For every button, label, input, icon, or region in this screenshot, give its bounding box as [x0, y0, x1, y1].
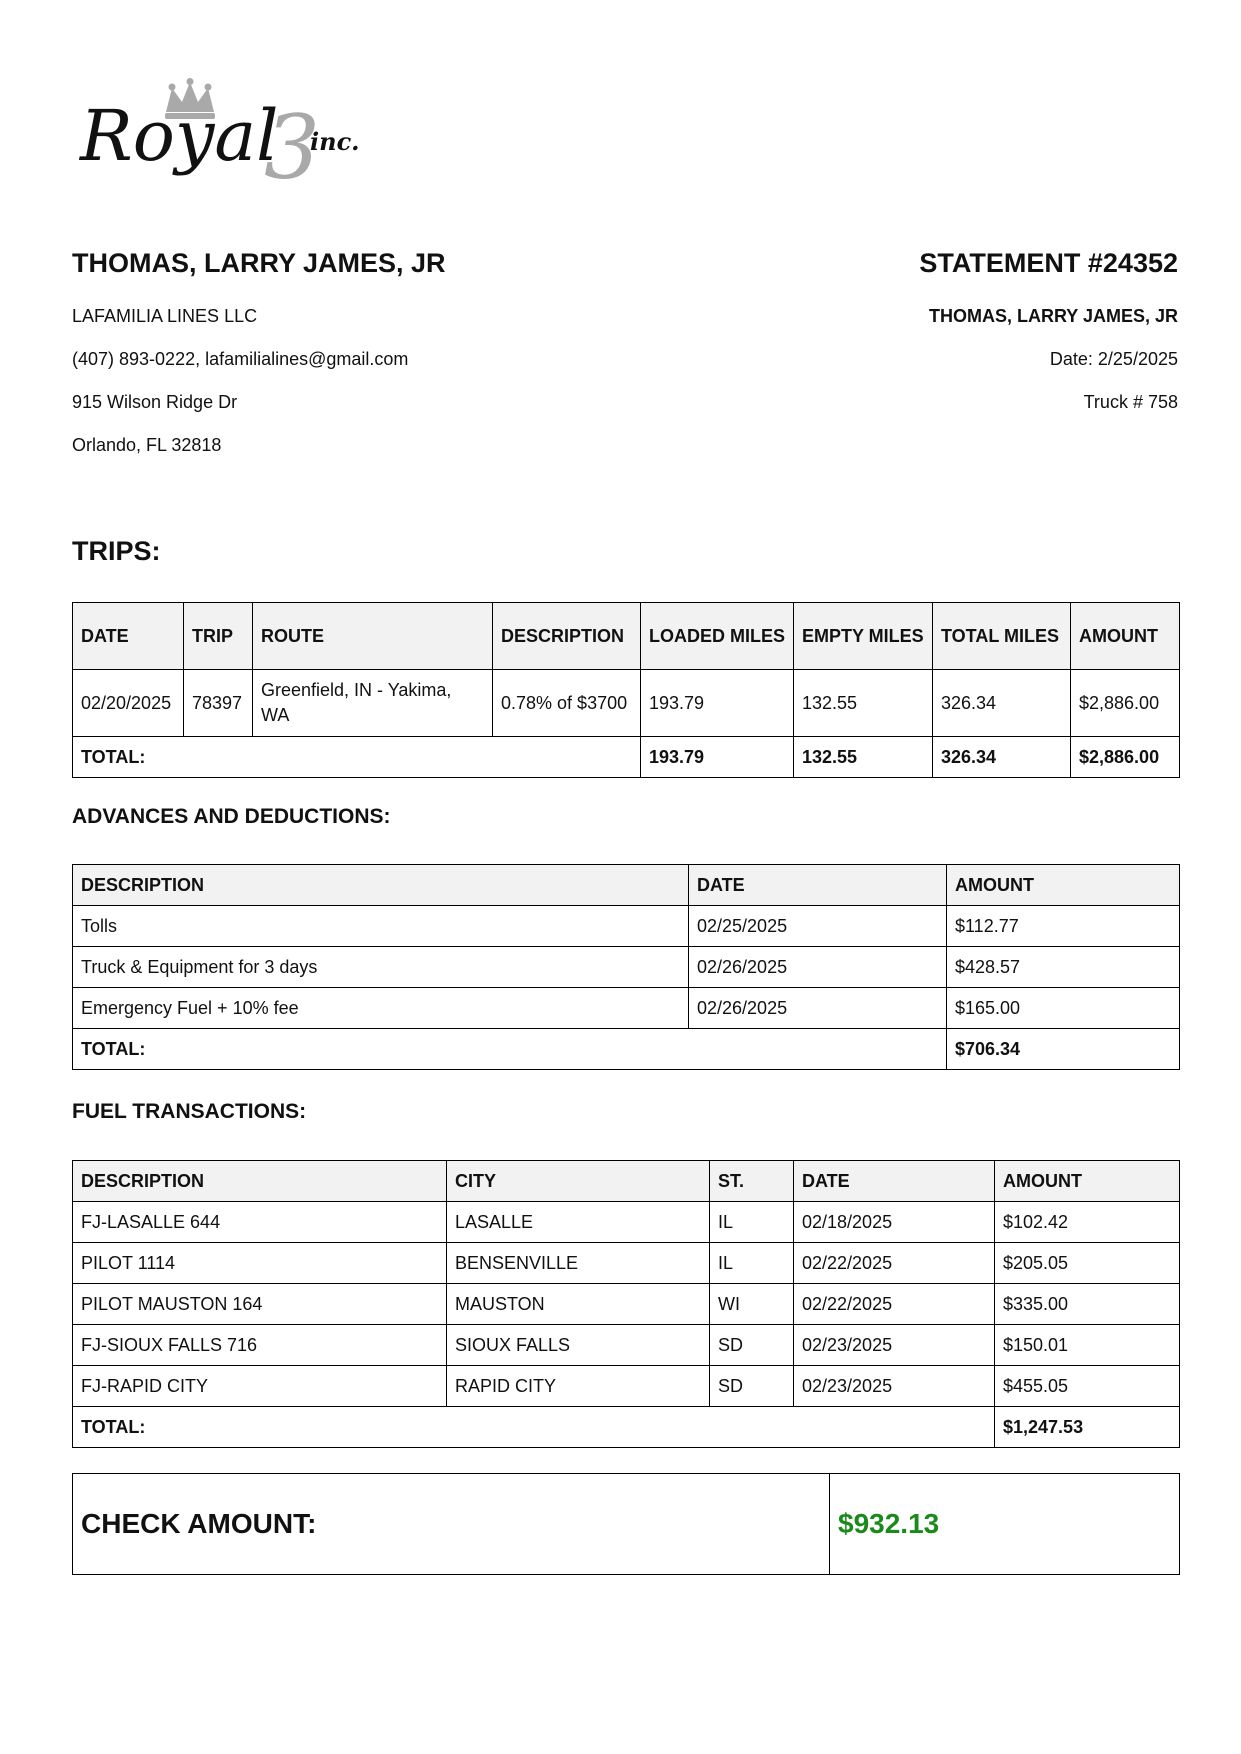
svg-text:inc.: inc. [310, 127, 360, 156]
column-header: DESCRIPTION [73, 1161, 447, 1202]
total-loaded-miles: 193.79 [641, 737, 794, 778]
table-row [73, 1325, 1180, 1366]
trips-table [72, 602, 1180, 778]
advance-amount: $112.77 [947, 906, 1180, 947]
fuel-description: FJ-LASALLE 644 [73, 1202, 447, 1243]
column-header: TRIP [184, 603, 253, 670]
column-header: AMOUNT [995, 1161, 1180, 1202]
fuel-table [72, 1160, 1180, 1448]
advance-description: Emergency Fuel + 10% fee [73, 988, 689, 1029]
check-amount-label: CHECK AMOUNT: [73, 1474, 830, 1575]
svg-text:Royal: Royal [80, 95, 279, 177]
advance-date: 02/25/2025 [689, 906, 947, 947]
advance-description: Truck & Equipment for 3 days [73, 947, 689, 988]
fuel-date: 02/23/2025 [794, 1366, 995, 1407]
empty-miles: 132.55 [794, 670, 933, 737]
fuel-state: IL [710, 1243, 794, 1284]
fuel-state: WI [710, 1284, 794, 1325]
fuel-state: SD [710, 1366, 794, 1407]
fuel-title: FUEL TRANSACTIONS: [72, 1100, 307, 1123]
fuel-date: 02/22/2025 [794, 1243, 995, 1284]
table-row [73, 947, 1180, 988]
check-amount-row [73, 1474, 1180, 1575]
check-amount-value: $932.13 [830, 1474, 1180, 1575]
fuel-description: PILOT 1114 [73, 1243, 447, 1284]
fuel-description: FJ-RAPID CITY [73, 1366, 447, 1407]
contact-info: (407) 893-0222, lafamilialines@gmail.com [72, 349, 409, 369]
fuel-date: 02/23/2025 [794, 1325, 995, 1366]
table-row [73, 1202, 1180, 1243]
column-header: DATE [794, 1161, 995, 1202]
advance-amount: $428.57 [947, 947, 1180, 988]
fuel-amount: $455.05 [995, 1366, 1180, 1407]
fuel-amount: $102.42 [995, 1202, 1180, 1243]
table-header-row [73, 603, 1180, 670]
fuel-date: 02/18/2025 [794, 1202, 995, 1243]
table-row [73, 1366, 1180, 1407]
table-header-row [73, 1161, 1180, 1202]
company-logo [78, 78, 388, 193]
address-line-1: 915 Wilson Ridge Dr [72, 392, 238, 412]
advances-table [72, 864, 1180, 1070]
column-header: ST. [710, 1161, 794, 1202]
loaded-miles: 193.79 [641, 670, 794, 737]
truck-number: Truck # 758 [1083, 392, 1178, 412]
fuel-amount: $205.05 [995, 1243, 1180, 1284]
table-header-row [73, 865, 1180, 906]
column-header: DESCRIPTION [73, 865, 689, 906]
trips-total-row [73, 737, 1180, 778]
check-amount-box [72, 1473, 1180, 1575]
total-label: TOTAL: [73, 737, 641, 778]
fuel-city: SIOUX FALLS [447, 1325, 710, 1366]
advances-title: ADVANCES AND DEDUCTIONS: [72, 805, 391, 828]
total-empty-miles: 132.55 [794, 737, 933, 778]
svg-text:3: 3 [264, 96, 320, 193]
advance-amount: $165.00 [947, 988, 1180, 1029]
statement-title: STATEMENT #24352 [919, 248, 1178, 278]
driver-info [72, 248, 446, 455]
total-advances-amount: $706.34 [947, 1029, 1180, 1070]
statement-date: Date: 2/25/2025 [1049, 349, 1178, 369]
table-row [73, 670, 1180, 737]
total-label: TOTAL: [73, 1029, 947, 1070]
fuel-state: IL [710, 1202, 794, 1243]
trip-description: 0.78% of $3700 [493, 670, 641, 737]
trip-number: 78397 [184, 670, 253, 737]
column-header: AMOUNT [947, 865, 1180, 906]
trips-title: TRIPS: [72, 536, 161, 566]
total-label: TOTAL: [73, 1407, 995, 1448]
column-header: LOADED MILES [641, 603, 794, 670]
column-header: TOTAL MILES [933, 603, 1071, 670]
address-line-2: Orlando, FL 32818 [72, 435, 222, 455]
column-header: AMOUNT [1071, 603, 1180, 670]
table-row [73, 906, 1180, 947]
advance-date: 02/26/2025 [689, 947, 947, 988]
column-header: DESCRIPTION [493, 603, 641, 670]
total-total-miles: 326.34 [933, 737, 1071, 778]
fuel-city: RAPID CITY [447, 1366, 710, 1407]
trip-amount: $2,886.00 [1071, 670, 1180, 737]
crown-logo-icon [78, 78, 388, 193]
trip-route: Greenfield, IN - Yakima, WA [253, 670, 493, 737]
advances-total-row [73, 1029, 1180, 1070]
table-row [73, 1243, 1180, 1284]
fuel-amount: $150.01 [995, 1325, 1180, 1366]
fuel-total-row [73, 1407, 1180, 1448]
fuel-date: 02/22/2025 [794, 1284, 995, 1325]
fuel-state: SD [710, 1325, 794, 1366]
advance-description: Tolls [73, 906, 689, 947]
fuel-description: PILOT MAUSTON 164 [73, 1284, 447, 1325]
trip-date: 02/20/2025 [73, 670, 184, 737]
fuel-city: BENSENVILLE [447, 1243, 710, 1284]
statement-info [778, 248, 1178, 412]
column-header: ROUTE [253, 603, 493, 670]
column-header: DATE [689, 865, 947, 906]
total-trip-amount: $2,886.00 [1071, 737, 1180, 778]
column-header: EMPTY MILES [794, 603, 933, 670]
column-header: CITY [447, 1161, 710, 1202]
total-miles: 326.34 [933, 670, 1071, 737]
advance-date: 02/26/2025 [689, 988, 947, 1029]
fuel-description: FJ-SIOUX FALLS 716 [73, 1325, 447, 1366]
table-row [73, 1284, 1180, 1325]
column-header: DATE [73, 603, 184, 670]
fuel-city: LASALLE [447, 1202, 710, 1243]
fuel-city: MAUSTON [447, 1284, 710, 1325]
fuel-amount: $335.00 [995, 1284, 1180, 1325]
driver-name: THOMAS, LARRY JAMES, JR [72, 248, 446, 278]
table-row [73, 988, 1180, 1029]
total-fuel-amount: $1,247.53 [995, 1407, 1180, 1448]
statement-name: THOMAS, LARRY JAMES, JR [928, 306, 1178, 326]
company-name: LAFAMILIA LINES LLC [72, 306, 258, 326]
